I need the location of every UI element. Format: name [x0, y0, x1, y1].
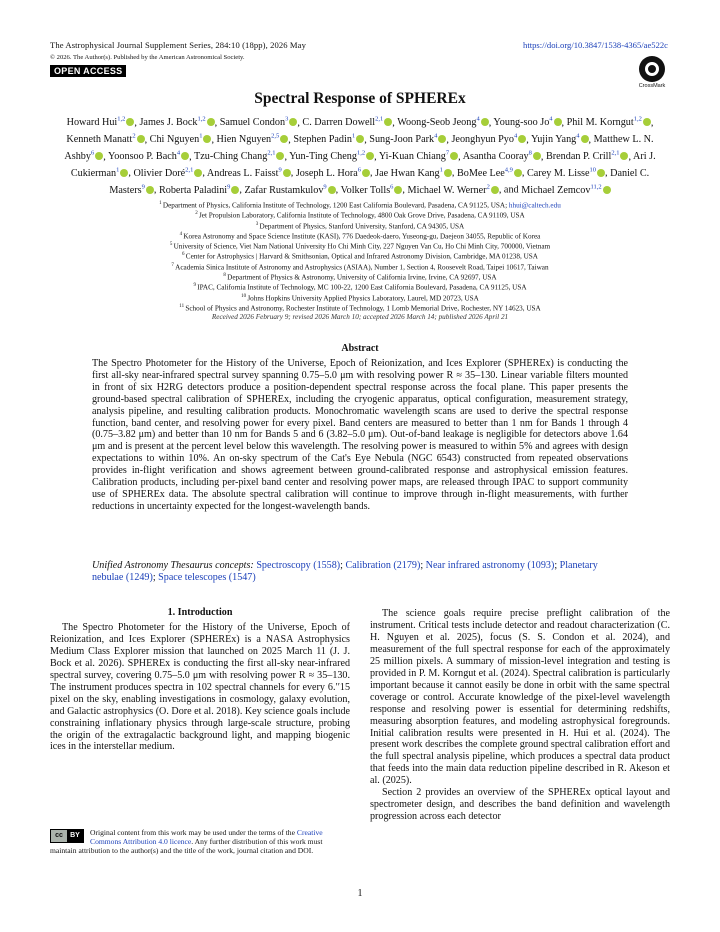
orcid-icon[interactable]	[450, 152, 458, 160]
affiliation: $^9$ IPAC, California Institute of Technology, MC 100-22, 1200 East California Boulevard, Pasadena, CA 91125, USA	[193, 283, 527, 292]
author-affiliation: 4	[549, 116, 553, 123]
author-affiliation: 8	[528, 149, 532, 157]
orcid-icon[interactable]	[643, 118, 651, 126]
author[interactable]	[375, 168, 452, 179]
author[interactable]	[493, 117, 561, 128]
author-affiliation: 4	[476, 116, 480, 123]
uat-concept-link[interactable]: Calibration (2179)	[345, 560, 421, 571]
author-name: Michael Zemcov	[521, 184, 591, 196]
author-name: Sung-Joon Park	[369, 134, 435, 146]
author[interactable]	[220, 117, 298, 128]
author-affiliation: 6	[90, 149, 95, 157]
author-affiliation: 7	[445, 149, 450, 157]
author-affiliation: 9	[227, 183, 231, 191]
intro-paragraph-2: The science goals require precise preflight calibration of the instrument. Critical tests include detector and readout characterization (C. H. Nguyen et al. 2025), focus (S. S. Condon et al. 2024), and measurement of the full spectral response for each of the approximately 25 million pixels. A summary of mission-level integration and testing is provided in P. M. Korngut et al. (2024). Spectral calibration is particularly important because it cannot easily be done in orbit with the same spectral coverage or control. Accurate knowledge of the pixel-level wavelength response and resolving power is essential for determining redshifts, measuring absorption features, and modeling astrophysical foregrounds. Initial calibration results were presented in H. Hui et al. (2024). The present work describes the complete ground spectral calibration effort and the full spectral analysis pipeline, which produces a spectral data product that feeds into the main data reduction pipeline described in R. Akeson et al. (2025).	[370, 608, 670, 787]
affiliation: $^3$ Department of Physics, Stanford University, Stanford, CA 94305, USA	[255, 221, 465, 230]
orcid-icon[interactable]	[95, 152, 103, 160]
author-name: Ari J. Cukierman	[70, 150, 656, 179]
author-name: Andreas L. Faisst	[206, 167, 279, 179]
author[interactable]	[341, 185, 403, 196]
author[interactable]	[139, 117, 214, 128]
journal-header: The Astrophysical Journal Supplement Series, 284:10 (18pp), 2026 May	[50, 40, 306, 50]
affiliation: $^7$ Academia Sinica Institute of Astronomy and Astrophysics (ASIAA), Number 1, Section 4, Roosevelt Road, Taipei 10617, Taiwan	[171, 262, 549, 272]
author[interactable]	[302, 117, 392, 128]
author-name: BoMee Lee	[456, 167, 505, 179]
affiliation: $^4$ Korea Astronomy and Space Science Institute (KASI), 776 Daedeok-daero, Yuseong-gu, Daejeon 34055, Republic of Korea	[179, 231, 541, 241]
orcid-icon[interactable]	[362, 169, 370, 177]
author-name: Carey M. Lisse	[527, 167, 590, 179]
affiliation: $^1$ Department of Physics, California Institute of Technology, 1200 East California Boulevard, Pasadena, CA 91125, USA; hhui@caltech.edu	[159, 201, 561, 210]
author-name: Yun-Ting Cheng	[289, 150, 357, 162]
author-name: Brendan P. Crill	[545, 150, 612, 162]
paper-title: Spectral Response of SPHEREx	[254, 90, 466, 107]
author-affiliation: 4,9	[504, 166, 513, 174]
affiliation-list	[52, 200, 668, 322]
author[interactable]	[521, 185, 610, 196]
author-name: Tzu-Ching Chang	[194, 150, 268, 162]
author-name: Yoonsoo P. Bach	[107, 150, 177, 162]
author-affiliation: 2,1	[611, 149, 620, 157]
orcid-icon[interactable]	[181, 152, 189, 160]
orcid-icon[interactable]	[384, 118, 392, 126]
author[interactable]	[293, 134, 364, 145]
author-name: Jeonghyun Pyo	[451, 134, 514, 146]
author-affiliation: 4	[176, 149, 181, 157]
author-affiliation: 4	[576, 132, 580, 140]
doi-link[interactable]: https://doi.org/10.3847/1538-4365/ae522c	[523, 40, 668, 50]
author-affiliation: 1	[439, 166, 443, 174]
orcid-icon[interactable]	[203, 135, 211, 143]
affiliation: $^5$ University of Science, Viet Nam National University Ho Chi Minh City, 227 Nguyen Van Cu, Ho Chi Minh City, 700000, Vietnam	[169, 242, 551, 251]
author[interactable]	[296, 168, 370, 179]
orcid-icon[interactable]	[394, 186, 402, 194]
author-name: C. Darren Dowell	[302, 117, 376, 129]
author-affiliation: 2,1	[185, 166, 194, 174]
author-affiliation: 2	[486, 183, 490, 191]
abstract-text: The Spectro Photometer for the History of the Universe, Epoch of Reionization, and Ices Explorer (SPHEREx) is conducting the first all-sky near-infrared spectral survey spanning 0.75–5.0 μm with resolving power R ≈ 35–130. Linear variable filters mounted in front of six H2RG detectors produce a position-dependent spectral response across the focal plane. This paper presents the ground-based spectral calibration of SPHEREx, including the cryogenic apparatus, optical configuration, measurement strategy, analysis pipeline, and resulting calibration products. Monochromatic wavelength scans are used to derive the spectral response function, band center, and resolving power for every pixel. Band centers are measured to better than 1 nm for Bands 1 through 4 (0.75–3.82 μm) and better than 10 nm for Bands 5 and 6 (3.82–5.0 μm). Out-of-band leakage is negligible for detectors above 1.64 μm and is present at the percent level below this wavelength. The resolving power is measured to within 5% and agrees with design expectations to within 10%. An on-sky spectrum of the Cat's Eye Nebula (NGC 6543) constructed from repeated observations provides in-flight verification and shows agreement between ground-calibrated response and astrophysical emission features. Calibration products, including per-pixel band center and resolving power maps, are released through IPAC to support community use of SPHEREx data. The absolute spectral calibration will continue to improve through in-flight measurements, with further reductions in uncertainty expected for the longest-wavelength bands.	[92, 358, 628, 512]
author-affiliation: 2,1	[375, 116, 384, 123]
orcid-icon[interactable]	[283, 169, 291, 177]
author-name: Yi-Kuan Chiang	[378, 150, 446, 162]
orcid-icon[interactable]	[194, 169, 202, 177]
author[interactable]	[244, 185, 335, 196]
author-list: Howard Hui$^{1,2}$ , James J. Bock$^{1,2}$ , Samuel Condon$^3$ , C. Darren Dowell$^{2,1}$ , Woong-Seob Jeong$^4$ , Young-soo Jo$^4$ , Phil M. Korngut$^{1,2}$ , Kenneth Manatt$^2$ , Chi Nguyen$^1$ , Hien Nguyen$^{2,5}$ , Stephen Padin$^1$ , Sung-Joon Park$^4$ , Jeonghyun Pyo$^4$ , Yujin Yang$^4$ , Matthew L. N. Ashby$^6$ , Yoonsoo P. Bach$^4$ , Tzu-Ching Chang$^{2,1}$ , Yun-Ting Cheng$^{1,2}$ , Yi-Kuan Chiang$^7$ , Asantha Cooray$^8$ , Brendan P. Crill$^{2,1}$ , Ari J. Cukierman$^1$ , Olivier Doré$^{2,1}$ , Andreas L. Faisst$^9$ , Joseph L. Hora$^6$ , Jae Hwan Kang$^1$ , BoMee Lee$^{4,9}$ , Carey M. Lisse$^{10}$ , Daniel C. Masters$^9$ , Roberta Paladini$^9$ , Zafar Rustamkulov$^9$ , Volker Tolls$^6$ , Michael W. Werner$^2$ , and Michael Zemcov$^{11,2}$	[64, 116, 656, 196]
orcid-icon[interactable]	[438, 135, 446, 143]
orcid-icon[interactable]	[491, 186, 499, 194]
author-affiliation: 9	[141, 183, 145, 191]
author-affiliation: 3	[285, 116, 289, 123]
author[interactable]	[194, 151, 284, 162]
orcid-icon[interactable]	[620, 152, 628, 160]
author[interactable]	[207, 168, 291, 179]
author-name: Woong-Seob Jeong	[397, 117, 477, 129]
author-affiliation: 9	[323, 183, 327, 191]
author[interactable]	[289, 151, 374, 162]
orcid-icon[interactable]	[137, 135, 145, 143]
affiliation: $^{10}$ Johns Hopkins University Applied Physics Laboratory, Laurel, MD 20723, USA	[241, 293, 479, 303]
crossmark-label: CrossMark	[638, 83, 666, 89]
orcid-icon[interactable]	[207, 118, 215, 126]
author-name: Olivier Doré	[133, 167, 186, 179]
affiliation: $^2$ Jet Propulsion Laboratory, California Institute of Technology, 4800 Oak Grove Drive, Pasadena, CA 91109, USA	[195, 211, 525, 220]
author[interactable]	[379, 151, 458, 162]
author-name: Howard Hui	[66, 117, 118, 129]
orcid-icon[interactable]	[514, 169, 522, 177]
author-name: Daniel C. Masters	[109, 167, 650, 196]
author-name: Asantha Cooray	[462, 150, 529, 162]
author-affiliation: 1	[199, 132, 203, 140]
copyright-line: © 2026. The Author(s). Published by the American Astronomical Society.	[50, 54, 245, 61]
orcid-icon[interactable]	[366, 152, 374, 160]
author-affiliation: 6	[390, 183, 394, 191]
author-name: Hien Nguyen	[216, 134, 272, 146]
affiliation: $^{11}$ School of Physics and Astronomy, Rochester Institute of Technology, 1 Lomb Memorial Drive, Rochester, NY 14623, USA	[179, 303, 541, 313]
publication-dates: Received 2026 February 9; revised 2026 March 10; accepted 2026 March 14; published 2026 April 21	[211, 313, 509, 322]
orcid-icon[interactable]	[554, 118, 562, 126]
orcid-icon[interactable]	[518, 135, 526, 143]
orcid-icon[interactable]	[597, 169, 605, 177]
column-left	[50, 607, 350, 753]
author[interactable]	[159, 185, 239, 196]
author-name: Yujin Yang	[530, 134, 577, 146]
author-affiliation: 2,5	[271, 132, 280, 140]
author[interactable]	[67, 117, 135, 128]
orcid-icon[interactable]	[289, 118, 297, 126]
orcid-icon[interactable]	[328, 186, 336, 194]
orcid-icon[interactable]	[146, 186, 154, 194]
orcid-icon[interactable]	[356, 135, 364, 143]
author-name: Matthew L. N. Ashby	[64, 134, 654, 162]
author[interactable]	[451, 134, 526, 145]
author[interactable]	[66, 134, 144, 145]
affiliation: $^8$ Department of Physics & Astronomy, University of California Irvine, Irvine, CA 92697, USA	[223, 273, 497, 282]
crossmark-badge[interactable]	[636, 56, 668, 89]
page-number: 1	[357, 888, 363, 899]
author-affiliation: 1,2	[197, 116, 206, 123]
author-affiliation: 1	[351, 132, 356, 140]
uat-concepts: Unified Astronomy Thesaurus concepts: Spectroscopy (1558); Calibration (2179); Near infrared astronomy (1093); Planetary nebulae (1249); Space telescopes (1547)	[92, 560, 598, 583]
author-affiliation: 1,2	[357, 149, 366, 157]
orcid-icon[interactable]	[533, 152, 541, 160]
uat-concept-link[interactable]: Spectroscopy (1558)	[256, 560, 341, 571]
author-name: Roberta Paladini	[158, 184, 228, 196]
intro-paragraph-1: The Spectro Photometer for the History of the Universe, Epoch of Reionization, and Ices Explorer (SPHEREx) is a NASA Astrophysics Medium Class Explorer mission that launched on 2025 March 11 (J. J. Bock et al. 2026). SPHEREx is conducting the first all-sky near-infrared spectral survey, covering 0.75–5.0 μm with resolving power R ≈ 35–130. The instrument produces spectra in 102 spectral channels for every 6.′′15 pixel on the sky, enabling investigations in cosmology, galaxy evolution, and Galactic astrophysics (O. Dore et al. 2018). Key science goals include constraining inflationary physics through large-scale structure, probing the origin of the extragalactic background light, and mapping biogenic ices in the interstellar medium.	[50, 621, 350, 753]
author-name: Young-soo Jo	[493, 117, 550, 129]
orcid-icon[interactable]	[126, 118, 134, 126]
author-name: Michael W. Werner	[407, 184, 487, 196]
author[interactable]	[397, 117, 489, 128]
author-affiliation: 9	[278, 166, 282, 174]
author-name: Joseph L. Hora	[295, 167, 358, 179]
cc-license-link[interactable]: Creative Commons Attribution 4.0 licence	[90, 828, 323, 847]
author-name: Chi Nguyen	[149, 134, 200, 146]
author-name: Jae Hwan Kang	[375, 167, 440, 179]
author-affiliation: 2	[132, 132, 136, 140]
license-notice: cc BY Original content from this work may be used under the terms of the Creative Commons Attribution 4.0 licence. Any further distribution of this work must maintain attribution to the author(s) and the title of the work, journal citation and DOI.	[50, 828, 323, 856]
uat-concept-link[interactable]: Planetary nebulae (1249)	[92, 560, 598, 583]
author-name: Samuel Condon	[219, 117, 286, 129]
author[interactable]	[567, 117, 651, 128]
author[interactable]	[133, 168, 202, 179]
uat-label: Unified Astronomy Thesaurus concepts:	[92, 560, 254, 571]
crossmark-icon	[639, 56, 665, 82]
author[interactable]	[150, 134, 212, 145]
cc-by-icon[interactable]: cc BY	[50, 829, 84, 843]
author[interactable]	[217, 134, 289, 145]
intro-paragraph-3: Section 2 provides an overview of the SPHEREx optical layout and spectrometer design, and describes the band definition and wavelength progression across each detector	[370, 787, 670, 823]
author[interactable]	[546, 151, 629, 162]
author-affiliation: 2,1	[267, 149, 276, 157]
author-name: Kenneth Manatt	[66, 134, 133, 146]
author-affiliation: 1	[116, 166, 120, 174]
author[interactable]	[457, 168, 522, 179]
orcid-icon[interactable]	[120, 169, 128, 177]
author[interactable]	[531, 134, 589, 145]
affiliation: $^6$ Center for Astrophysics | Harvard & Smithsonian, Optical and Infrared Astronomy Division, Cambridge, MA 01238, USA	[182, 252, 538, 261]
author-name: James J. Bock	[139, 117, 198, 129]
author-name: Stephen Padin	[293, 134, 352, 146]
author[interactable]	[463, 151, 541, 162]
author-name: Phil M. Korngut	[566, 117, 634, 129]
uat-concept-link[interactable]: Near infrared astronomy (1093)	[425, 560, 555, 571]
author[interactable]	[108, 151, 189, 162]
abstract-heading: Abstract	[341, 343, 379, 354]
author[interactable]	[369, 134, 446, 145]
author-affiliation: 1,2	[633, 116, 642, 123]
open-access-badge: OPEN ACCESS	[50, 65, 126, 77]
orcid-icon[interactable]	[280, 135, 288, 143]
author-name: Zafar Rustamkulov	[244, 184, 324, 196]
uat-concept-link[interactable]: Space telescopes (1547)	[158, 571, 256, 583]
author-affiliation: 10	[589, 166, 597, 174]
orcid-icon[interactable]	[231, 186, 239, 194]
orcid-icon[interactable]	[444, 169, 452, 177]
author[interactable]	[408, 185, 499, 196]
email-link[interactable]: hhui@caltech.edu	[508, 201, 561, 210]
orcid-icon[interactable]	[603, 186, 611, 194]
author[interactable]	[527, 168, 605, 179]
author-affiliation: 4	[434, 132, 438, 140]
author-name: Volker Tolls	[340, 184, 391, 196]
author-affiliation: 1,2	[117, 116, 126, 123]
author-affiliation: 6	[357, 166, 362, 174]
section-heading: 1. Introduction	[167, 607, 233, 618]
orcid-icon[interactable]	[276, 152, 284, 160]
orcid-icon[interactable]	[481, 118, 489, 126]
orcid-icon[interactable]	[581, 135, 589, 143]
column-right	[370, 608, 670, 823]
author-affiliation: 4	[514, 132, 518, 140]
author-affiliation: 11,2	[590, 183, 602, 191]
